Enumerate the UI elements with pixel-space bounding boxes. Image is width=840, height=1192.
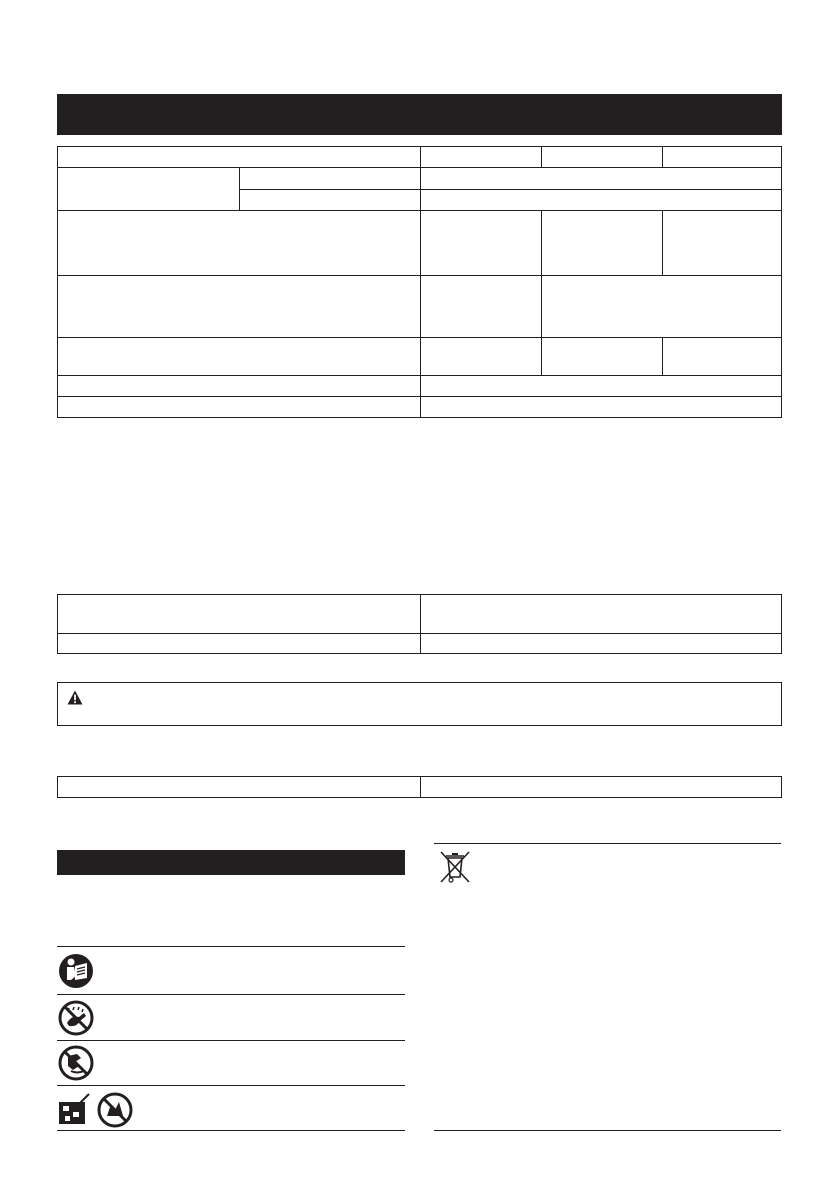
spec-cell (662, 337, 782, 376)
symbol-row-battery (57, 1089, 405, 1129)
crossed-out-wheelie-bin-icon (437, 849, 473, 888)
spec-cell (57, 375, 421, 397)
symbol-row-no-rain (57, 998, 405, 1038)
symbols-heading-band (57, 850, 405, 875)
symbols-divider (57, 994, 405, 995)
spec-cell (420, 375, 782, 397)
spec-cell (662, 146, 782, 168)
symbols-divider (57, 1040, 405, 1041)
spec-cell (239, 167, 421, 190)
disposal-top-rule (434, 843, 781, 844)
spec-cell (420, 146, 542, 168)
spec-cell (541, 275, 782, 338)
spec-cell (541, 146, 663, 168)
spec-cell (662, 210, 782, 276)
spec-cell (57, 146, 421, 168)
vibration-cell (57, 776, 421, 798)
warning-triangle-icon (67, 690, 83, 705)
spec-cell (420, 189, 782, 211)
symbols-divider (57, 946, 405, 947)
symbol-row-read-manual (57, 951, 405, 991)
spec-cell (239, 189, 421, 211)
noise-cell (420, 633, 782, 654)
spec-cell (420, 337, 542, 376)
disposal-bottom-rule (434, 1130, 781, 1131)
read-manual-icon (57, 952, 95, 993)
spec-cell (57, 396, 421, 418)
noise-cell (57, 594, 421, 634)
battery-no-fire-icon (57, 1092, 139, 1131)
spec-cell (57, 337, 421, 376)
spec-cell (420, 167, 782, 190)
spec-cell (57, 167, 240, 211)
noise-cell (57, 633, 421, 654)
specifications-heading-band (57, 94, 782, 135)
disposal-note (434, 848, 781, 1128)
warning-box (57, 682, 782, 726)
spec-cell (420, 275, 542, 338)
spec-cell (420, 396, 782, 418)
spec-cell (57, 275, 421, 338)
symbol-row-no-water (57, 1043, 405, 1083)
spec-cell (420, 210, 542, 276)
spec-cell (541, 210, 663, 276)
symbols-divider (57, 1085, 405, 1086)
spec-cell (57, 210, 421, 276)
vibration-cell (420, 776, 782, 798)
no-water-contact-icon (57, 1044, 95, 1085)
noise-cell (420, 594, 782, 634)
spec-cell (541, 337, 663, 376)
no-rain-exposure-icon (57, 999, 95, 1040)
